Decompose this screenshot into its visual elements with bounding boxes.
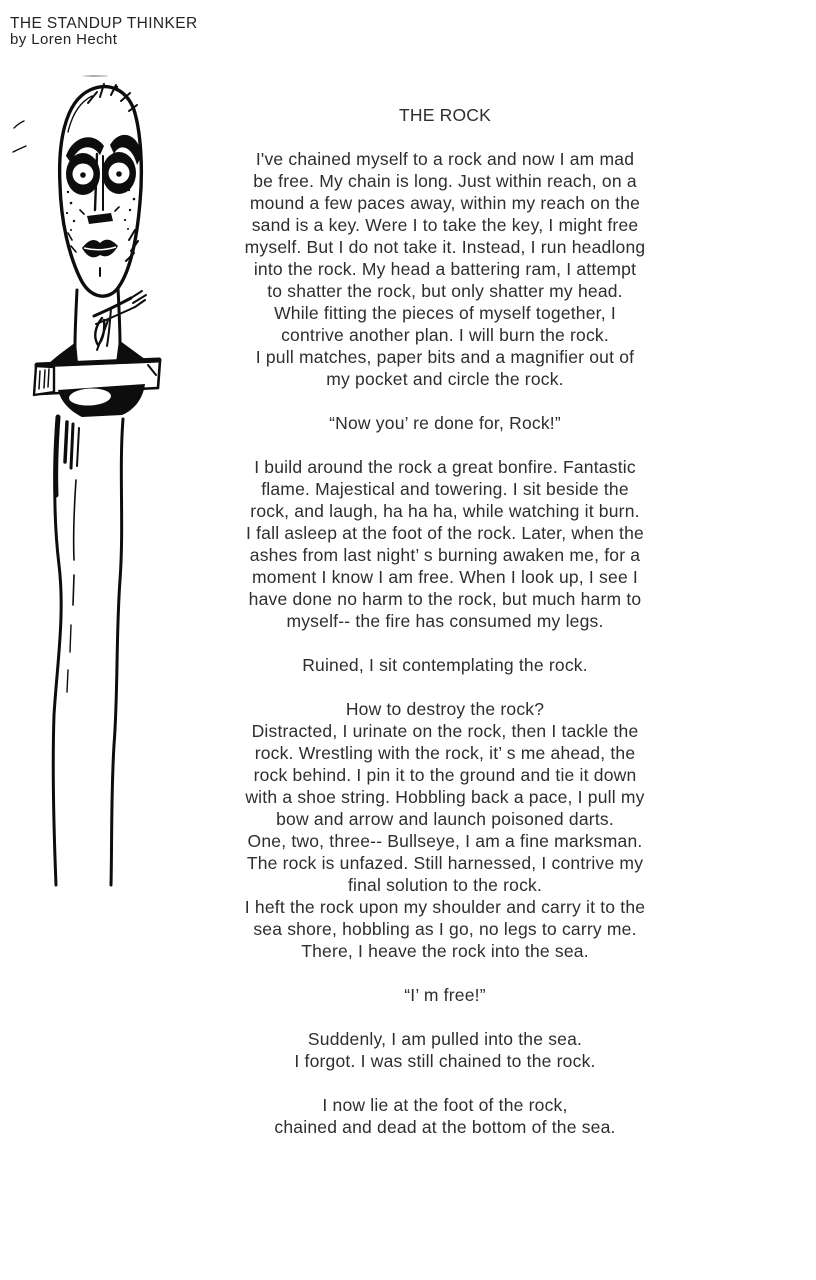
poem-line: I heft the rock upon my shoulder and carry it to the: [244, 897, 646, 917]
poem-line: I've chained myself to a rock and now I am mad: [255, 149, 635, 169]
crown-dot: [116, 86, 118, 88]
poem-line: “Now you’ re done for, Rock!”: [329, 413, 561, 433]
thinker-figure-drawing: [10, 70, 175, 890]
poem-line: Distracted, I urinate on the rock, then I tackle the: [251, 721, 639, 741]
poem-line: bow and arrow and launch poisoned darts.: [276, 809, 614, 829]
poem-line: I build around the rock a great bonfire. Fantastic: [254, 457, 636, 477]
right-eye: [102, 152, 136, 194]
poem-line: final solution to the rock.: [347, 875, 543, 895]
poem-line: be free. My chain is long. Just within reach, on a: [253, 171, 637, 191]
poem-line: rock. Wrestling with the rock, it’ s me ahead, the: [254, 743, 636, 763]
poem-line: contrive another plan. I will burn the rock.: [281, 325, 609, 345]
poem-line: sea shore, hobbling as I go, no legs to carry me.: [253, 919, 637, 939]
poem-stanza: [189, 1094, 701, 1138]
poem-line: with a shoe string. Hobbling back a pace, I pull my: [245, 787, 645, 807]
poem-line: myself. But I do not take it. Instead, I run headlong: [244, 237, 646, 257]
poem-line: rock behind. I pin it to the ground and tie it down: [253, 765, 637, 785]
standup-thinker-illustration: [10, 70, 175, 890]
poem-stanza: [189, 148, 701, 390]
poem-line: I now lie at the foot of the rock,: [322, 1095, 568, 1115]
poem-stanza: [189, 698, 701, 962]
poem-line: ashes from last night’ s burning awaken me, for a: [249, 545, 641, 565]
pedestal-column: [53, 417, 123, 885]
poem-stanza: [189, 1028, 701, 1072]
poem-line: flame. Majestical and towering. I sit beside the: [261, 479, 629, 499]
poem-stanzas: [189, 148, 701, 1138]
byline: by Loren Hecht: [10, 31, 118, 48]
poem-stanza: [189, 654, 701, 676]
page-header: [10, 15, 198, 48]
poem-line: Suddenly, I am pulled into the sea.: [307, 1029, 583, 1049]
poem-line: How to destroy the rock?: [345, 699, 545, 719]
poem-line: I fall asleep at the foot of the rock. Later, when the: [246, 523, 644, 543]
poem-stanza: [189, 412, 701, 434]
neck-and-torso: [48, 288, 150, 364]
poem-line: my pocket and circle the rock.: [326, 369, 564, 389]
publication-title: THE STANDUP THINKER: [10, 15, 198, 32]
poem-line: moment I know I am free. When I look up, I see I: [251, 567, 638, 587]
poem: [189, 104, 701, 1138]
poem-line: myself-- the fire has consumed my legs.: [286, 611, 604, 631]
margin-marks: [13, 121, 26, 152]
poem-title: THE ROCK: [398, 105, 492, 125]
poem-line: I pull matches, paper bits and a magnifier out of: [255, 347, 635, 367]
poem-line: rock, and laugh, ha ha ha, while watching it burn.: [250, 501, 640, 521]
poem-line: chained and dead at the bottom of the sea.: [274, 1117, 616, 1137]
poem-line: One, two, three-- Bullseye, I am a fine marksman.: [247, 831, 643, 851]
poem-line: to shatter the rock, but only shatter my head.: [267, 281, 623, 301]
poem-line: sand is a key. Were I to take the key, I might free: [251, 215, 639, 235]
poem-stanza: [189, 456, 701, 632]
poem-line: There, I heave the rock into the sea.: [301, 941, 589, 961]
poem-line: I forgot. I was still chained to the rock.: [294, 1051, 596, 1071]
poem-line: The rock is unfazed. Still harnessed, I contrive my: [246, 853, 644, 873]
poem-stanza: [189, 984, 701, 1006]
poem-line: Ruined, I sit contemplating the rock.: [302, 655, 588, 675]
poem-line: have done no harm to the rock, but much harm to: [248, 589, 642, 609]
poem-line: While fitting the pieces of myself together, I: [274, 303, 616, 323]
poem-line: “I’ m free!”: [404, 985, 486, 1005]
poem-line: mound a few paces away, within my reach on the: [249, 193, 641, 213]
crown-dot: [94, 87, 96, 89]
poem-line: into the rock. My head a battering ram, I attempt: [253, 259, 637, 279]
